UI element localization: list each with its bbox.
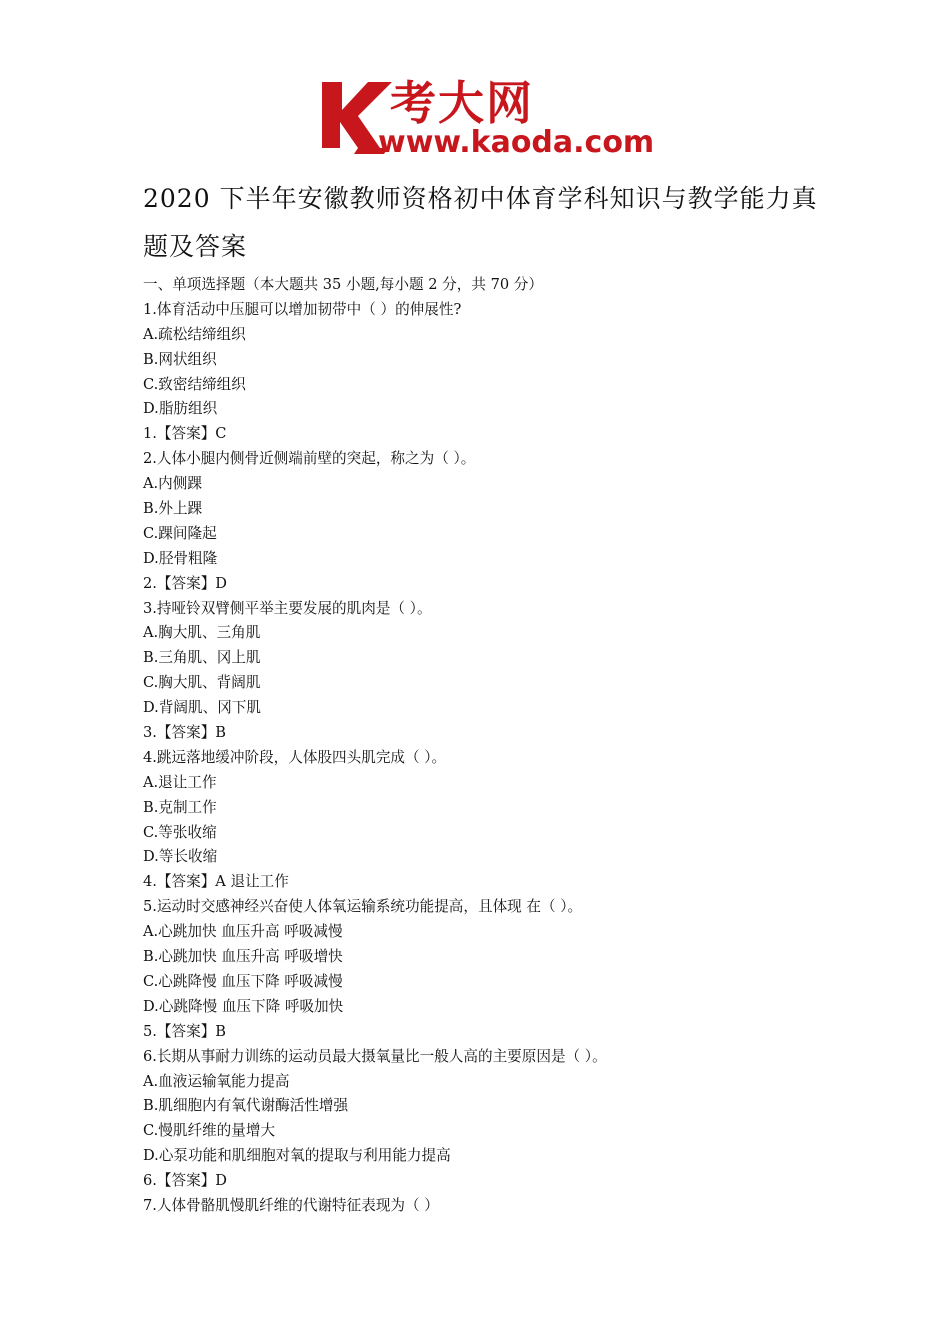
text-line: C.致密结缔组织 bbox=[143, 375, 246, 393]
text-line: 5.【答案】B bbox=[143, 1022, 227, 1040]
text-line: A.血液运输氧能力提高 bbox=[143, 1072, 290, 1090]
document-title-line-2: 题及答案 bbox=[143, 232, 248, 261]
text-line: A.疏松结缔组织 bbox=[143, 325, 246, 343]
text-line: 7.人体骨骼肌慢肌纤维的代谢特征表现为（ ） bbox=[143, 1196, 439, 1214]
text-line: 1.体育活动中压腿可以增加韧带中（ ）的伸展性? bbox=[143, 300, 462, 318]
text-line: D.胫骨粗隆 bbox=[143, 549, 218, 567]
text-line: 4.跳远落地缓冲阶段，人体股四头肌完成（ ）。 bbox=[143, 748, 447, 766]
text-line: B.克制工作 bbox=[143, 798, 217, 816]
logo-brand-text: 考大网 bbox=[390, 76, 534, 130]
text-line: A.胸大肌、三角肌 bbox=[143, 624, 261, 642]
text-line: 6.【答案】D bbox=[143, 1172, 227, 1190]
text-line: C.胸大肌、背阔肌 bbox=[143, 674, 261, 692]
text-line: C.心跳降慢 血压下降 呼吸减慢 bbox=[143, 972, 343, 990]
text-line: 4.【答案】A 退让工作 bbox=[143, 873, 289, 891]
text-line: A.心跳加快 血压升高 呼吸减慢 bbox=[143, 923, 343, 941]
text-line: C.等张收缩 bbox=[143, 823, 217, 841]
text-line: 6.长期从事耐力训练的运动员最大摄氧量比一般人高的主要原因是（ ）。 bbox=[143, 1047, 607, 1065]
text-line: 3.持哑铃双臂侧平举主要发展的肌肉是（ ）。 bbox=[143, 599, 432, 617]
text-line: D.等长收缩 bbox=[143, 848, 218, 866]
text-line: A.退让工作 bbox=[143, 773, 217, 791]
text-line: 一、单项选择题（本大题共 35 小题,每小题 2 分，共 70 分） bbox=[143, 276, 543, 293]
question-list bbox=[143, 273, 863, 1219]
text-line: D.心泵功能和肌细胞对氧的提取与利用能力提高 bbox=[143, 1147, 451, 1165]
logo-url-text: www.kaoda.com bbox=[378, 125, 655, 160]
text-line: C.慢肌纤维的量增大 bbox=[143, 1122, 276, 1140]
text-line: B.外上踝 bbox=[143, 500, 203, 518]
text-line: 1.【答案】C bbox=[143, 425, 227, 443]
document-title-line-1: 2020 下半年安徽教师资格初中体育学科知识与教学能力真 bbox=[143, 184, 818, 213]
text-line: B.肌细胞内有氧代谢酶活性增强 bbox=[143, 1097, 349, 1115]
text-line: B.心跳加快 血压升高 呼吸增快 bbox=[143, 948, 343, 966]
text-line: D.心跳降慢 血压下降 呼吸加快 bbox=[143, 997, 344, 1015]
text-line: 2.【答案】D bbox=[143, 574, 227, 592]
text-line: 5.运动时交感神经兴奋使人体氧运输系统功能提高，且体现 在（ ）。 bbox=[143, 898, 583, 916]
text-line: B.三角肌、冈上肌 bbox=[143, 649, 261, 667]
kaoda-logo bbox=[318, 76, 655, 162]
text-line: C.踝间隆起 bbox=[143, 524, 217, 542]
text-line: A.内侧踝 bbox=[143, 475, 202, 493]
text-line: B.网状组织 bbox=[143, 350, 217, 368]
text-line: 2.人体小腿内侧骨近侧端前壁的突起，称之为（ ）。 bbox=[143, 450, 476, 468]
text-line: 3.【答案】B bbox=[143, 724, 227, 742]
text-line: D.脂肪组织 bbox=[143, 400, 218, 418]
text-line: D.背阔肌、冈下肌 bbox=[143, 699, 261, 717]
